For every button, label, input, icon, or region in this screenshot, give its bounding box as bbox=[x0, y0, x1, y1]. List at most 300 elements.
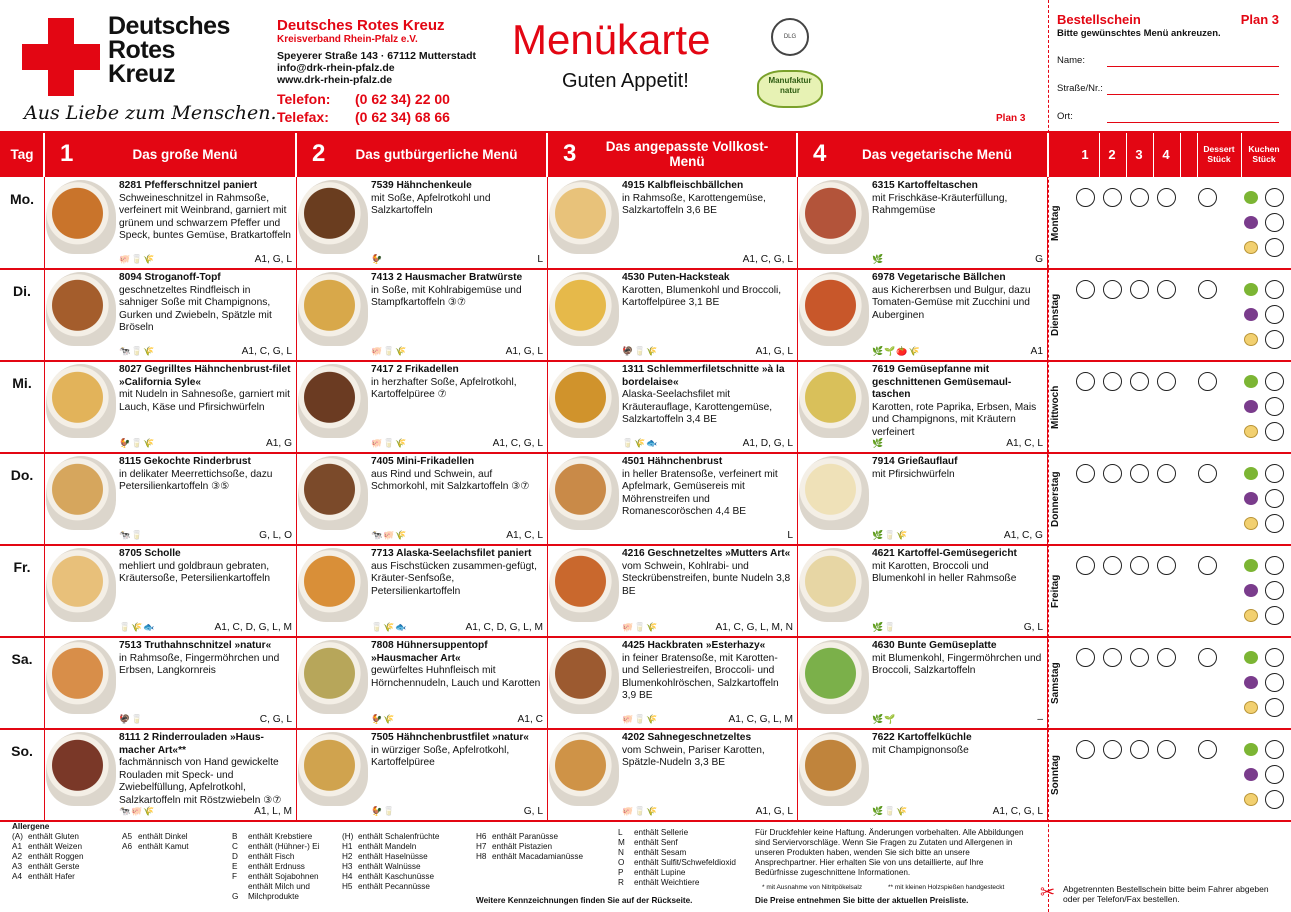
allergen-code: R bbox=[618, 878, 624, 887]
dish-photo bbox=[549, 364, 619, 438]
cake-checkbox[interactable] bbox=[1265, 489, 1284, 508]
dish-description: mit Champignonsoße bbox=[872, 744, 969, 756]
footer bbox=[0, 820, 1291, 912]
dish-ingredient-icons: 🌿🌱 bbox=[872, 714, 897, 724]
dish-text bbox=[119, 272, 292, 335]
dessert-checkbox[interactable] bbox=[1198, 740, 1217, 759]
dish-cell bbox=[296, 729, 547, 821]
allergen-code: A1 bbox=[12, 842, 23, 851]
dish-ingredient-icons: 🐄🥛🌾 bbox=[119, 346, 156, 356]
dish-allergens: G, L bbox=[1023, 622, 1043, 633]
allergen-entry bbox=[476, 842, 583, 852]
allergen-entry bbox=[342, 882, 439, 892]
cake-icon bbox=[1244, 793, 1258, 806]
dish-ingredient-icons: 🐄🐖🌾 bbox=[371, 530, 408, 540]
dish-cell bbox=[296, 177, 547, 269]
dish-text bbox=[119, 180, 292, 243]
dish-description: in herzhafter Soße, Apfelrotkohl, Kartoffelpüree ⑦ bbox=[371, 376, 517, 401]
menu-4-checkbox[interactable] bbox=[1157, 464, 1176, 483]
dish-photo bbox=[549, 640, 619, 714]
dish-cell bbox=[547, 545, 797, 637]
web-link[interactable]: www.drk-rhein-pfalz.de bbox=[277, 74, 393, 86]
menu-number-3: 3 bbox=[563, 140, 577, 167]
dish-title: 8027 Gegrilltes Hähnchenbrust-filet »California Syle« bbox=[119, 364, 291, 388]
allergen-entry bbox=[12, 832, 84, 842]
menu-header-bar bbox=[0, 131, 1291, 177]
dish-text bbox=[371, 456, 543, 494]
allergen-entry bbox=[342, 872, 439, 882]
dish-photo bbox=[799, 180, 869, 254]
allergen-code: O bbox=[618, 858, 625, 867]
dish-text bbox=[872, 272, 1043, 322]
dish-cell bbox=[547, 177, 797, 269]
allergen-desc: enthält Haselnüsse bbox=[358, 852, 428, 861]
dish-cell bbox=[547, 637, 797, 729]
menu-3-checkbox[interactable] bbox=[1130, 372, 1149, 391]
name-field[interactable] bbox=[1057, 55, 1279, 69]
dish-cell bbox=[547, 269, 797, 361]
weekday-vertical-label: Montag bbox=[1050, 205, 1061, 241]
red-cross-logo bbox=[22, 18, 100, 96]
dessert-checkbox[interactable] bbox=[1198, 464, 1217, 483]
cake-checkbox[interactable] bbox=[1265, 581, 1284, 600]
dessert-col-header: Dessert Stück bbox=[1203, 144, 1235, 164]
allergen-desc: enthält Hafer bbox=[28, 872, 75, 881]
cake-checkbox[interactable] bbox=[1265, 464, 1284, 483]
dish-ingredient-icons: 🥛🌾🐟 bbox=[119, 622, 156, 632]
dish-ingredient-icons: 🐖🥛🌾 bbox=[622, 622, 659, 632]
order-form-plan: Plan 3 bbox=[1240, 12, 1279, 27]
dish-cell bbox=[296, 361, 547, 453]
menu-4-checkbox[interactable] bbox=[1157, 556, 1176, 575]
allergen-code: N bbox=[618, 848, 624, 857]
menu-number-2: 2 bbox=[312, 140, 326, 167]
allergen-entry bbox=[618, 878, 736, 888]
dish-description: in delikater Meerrettichsoße, dazu Petersilienkartoffeln ③⑤ bbox=[119, 468, 273, 493]
day-label: Fr. bbox=[13, 559, 31, 575]
menu-3-checkbox[interactable] bbox=[1130, 556, 1149, 575]
dish-photo bbox=[298, 640, 368, 714]
allergen-code: A3 bbox=[12, 862, 23, 871]
menu-2-checkbox[interactable] bbox=[1103, 556, 1122, 575]
allergen-desc: enthält Kaschunüsse bbox=[358, 872, 435, 881]
order-col-header-4: 4 bbox=[1162, 146, 1170, 162]
dish-text bbox=[119, 640, 292, 678]
street-field[interactable] bbox=[1057, 83, 1279, 97]
cake-icon bbox=[1244, 241, 1258, 254]
allergen-code: A4 bbox=[12, 872, 23, 881]
day-label: So. bbox=[11, 743, 33, 759]
allergen-col-1 bbox=[12, 822, 84, 882]
dish-text bbox=[872, 640, 1043, 678]
allergen-entry bbox=[618, 858, 736, 868]
dish-text bbox=[622, 364, 793, 427]
page-title: Menükarte bbox=[512, 16, 711, 63]
allergen-entry bbox=[232, 852, 324, 862]
street-label: Straße/Nr.: bbox=[1057, 83, 1103, 94]
cake-checkbox[interactable] bbox=[1265, 514, 1284, 533]
cake-checkbox[interactable] bbox=[1265, 556, 1284, 575]
dish-allergens: A1, C, G, L bbox=[241, 346, 292, 357]
menu-4-checkbox[interactable] bbox=[1157, 372, 1176, 391]
dish-ingredient-icons: 🦃🥛 bbox=[119, 714, 144, 724]
weekday-vertical-label: Mittwoch bbox=[1050, 385, 1061, 429]
dish-text bbox=[872, 364, 1043, 440]
cake-checkbox[interactable] bbox=[1265, 673, 1284, 692]
cake-checkbox[interactable] bbox=[1265, 790, 1284, 809]
dish-cell bbox=[44, 177, 296, 269]
brand-line-2: Rotes bbox=[108, 36, 175, 64]
dish-title: 4630 Bunte Gemüseplatte bbox=[872, 640, 997, 651]
dish-text bbox=[371, 640, 543, 690]
column-divider bbox=[44, 177, 45, 821]
day-label: Do. bbox=[10, 467, 34, 483]
header-separator bbox=[796, 131, 798, 177]
apple-icon bbox=[1244, 651, 1258, 664]
allergen-desc: enthält Sesam bbox=[634, 848, 687, 857]
cake-checkbox[interactable] bbox=[1265, 280, 1284, 299]
dish-bread-units: 3,9 BE bbox=[622, 690, 653, 702]
dish-bread-units: 4,4 BE bbox=[715, 506, 747, 518]
dish-allergens: A1, C, G, L bbox=[992, 806, 1043, 817]
allergen-code: D bbox=[232, 852, 238, 861]
dish-allergens: A1, D, G, L bbox=[742, 438, 793, 449]
dish-allergens: A1, C, G, L bbox=[742, 254, 793, 265]
weekday-vertical-label: Donnerstag bbox=[1050, 471, 1061, 527]
cake-icon bbox=[1244, 701, 1258, 714]
allergen-entry bbox=[12, 862, 84, 872]
dish-text bbox=[119, 456, 292, 494]
dish-cell bbox=[797, 545, 1047, 637]
menu-1-checkbox[interactable] bbox=[1076, 188, 1095, 207]
cake-icon bbox=[1244, 517, 1258, 530]
cake-checkbox[interactable] bbox=[1265, 698, 1284, 717]
dish-title: 7914 Grießauflauf bbox=[872, 456, 958, 467]
dish-description: Alaska-Seelachsfilet mit Kräuterauflage, Karottengemüse, Salzkartoffeln bbox=[622, 389, 773, 426]
dish-text bbox=[622, 272, 793, 310]
menu-2-checkbox[interactable] bbox=[1103, 188, 1122, 207]
cake-checkbox[interactable] bbox=[1265, 305, 1284, 324]
menu-2-checkbox[interactable] bbox=[1103, 740, 1122, 759]
allergen-desc: enthält Sojabohnen bbox=[248, 872, 319, 881]
dessert-checkbox[interactable] bbox=[1198, 188, 1217, 207]
dish-cell bbox=[44, 729, 296, 821]
menu-4-checkbox[interactable] bbox=[1157, 648, 1176, 667]
allergen-entry bbox=[618, 848, 736, 858]
apple-icon bbox=[1244, 283, 1258, 296]
dish-bread-units: 3,6 BE bbox=[686, 205, 717, 217]
dish-description: fachmännisch von Hand gewickelte Rouladen mit Speck- und Zwiebelfüllung, Apfelrotkohl, Salzkartoffeln mit Röstzwiebeln ③⑦ bbox=[119, 757, 282, 806]
dish-cell bbox=[44, 361, 296, 453]
allergen-code: C bbox=[232, 842, 238, 851]
menu-3-checkbox[interactable] bbox=[1130, 464, 1149, 483]
allergen-desc: enthält Milch und Milchprodukte bbox=[248, 882, 310, 901]
allergen-code: A2 bbox=[12, 852, 23, 861]
allergen-code: F bbox=[232, 872, 238, 881]
dish-photo bbox=[298, 180, 368, 254]
allergen-desc: enthält Paranüsse bbox=[492, 832, 558, 841]
menu-number-4: 4 bbox=[813, 140, 827, 167]
menu-3-checkbox[interactable] bbox=[1130, 648, 1149, 667]
allergen-desc: enthält Gluten bbox=[28, 832, 79, 841]
allergen-entry bbox=[122, 832, 189, 842]
city-field[interactable] bbox=[1057, 111, 1279, 125]
plum-icon bbox=[1244, 492, 1258, 505]
plum-icon bbox=[1244, 216, 1258, 229]
allergen-entry bbox=[618, 828, 736, 838]
dessert-checkbox[interactable] bbox=[1198, 556, 1217, 575]
cake-checkbox[interactable] bbox=[1265, 330, 1284, 349]
dish-text bbox=[371, 548, 543, 598]
dish-ingredient-icons: 🐓🌾 bbox=[371, 714, 396, 724]
dish-ingredient-icons: 🌿🥛 bbox=[872, 622, 897, 632]
dish-text bbox=[622, 180, 793, 218]
dish-allergens: A1, C, G bbox=[1003, 530, 1043, 541]
dish-photo bbox=[549, 272, 619, 346]
cut-note: Abgetrennten Bestellschein bitte beim Fahrer abgeben oder per Telefon/Fax bestellen. bbox=[1063, 884, 1269, 904]
slogan: Aus Liebe zum Menschen. bbox=[24, 102, 277, 124]
dish-description: in Rahmsoße, Karottengemüse, Salzkartoffeln bbox=[622, 192, 766, 217]
dish-allergens: A1 bbox=[1030, 346, 1043, 357]
plum-icon bbox=[1244, 308, 1258, 321]
dish-description: mit Frischkäse-Kräuterfüllung, Rahmgemüse bbox=[872, 192, 1008, 217]
dish-ingredient-icons: 🐓 bbox=[371, 254, 384, 264]
dish-description: vom Schwein, Kohlrabi- und Steckrübenstreifen, bunte Nudeln bbox=[622, 560, 774, 585]
header-separator bbox=[546, 131, 548, 177]
dish-text bbox=[622, 456, 793, 519]
column-divider bbox=[797, 177, 798, 821]
cake-checkbox[interactable] bbox=[1265, 397, 1284, 416]
dessert-checkbox[interactable] bbox=[1198, 648, 1217, 667]
dish-title: 4202 Sahnegeschnetzeltes bbox=[622, 732, 752, 743]
order-col-header-2: 2 bbox=[1108, 146, 1116, 162]
org-name: Deutsches Rotes Kreuz bbox=[277, 17, 445, 34]
dish-photo bbox=[46, 364, 116, 438]
dish-photo bbox=[298, 456, 368, 530]
dish-photo bbox=[549, 732, 619, 806]
dish-ingredient-icons: 🌿🌱🍅🌾 bbox=[872, 346, 921, 356]
dish-cell bbox=[296, 637, 547, 729]
dish-photo bbox=[46, 640, 116, 714]
dish-title: 4530 Puten-Hacksteak bbox=[622, 272, 730, 283]
menu-4-checkbox[interactable] bbox=[1157, 188, 1176, 207]
menu-1-checkbox[interactable] bbox=[1076, 280, 1095, 299]
dessert-checkbox[interactable] bbox=[1198, 280, 1217, 299]
scissors-icon: ✂ bbox=[1040, 882, 1056, 902]
allergen-desc: enthält Weichtiere bbox=[634, 878, 700, 887]
dish-text bbox=[371, 364, 543, 402]
note-1: * mit Ausnahme von Nitritpökelsalz bbox=[762, 884, 863, 891]
plum-icon bbox=[1244, 584, 1258, 597]
dish-description: mit Soße, Apfelrotkohl und Salzkartoffeln bbox=[371, 192, 491, 217]
city-label: Ort: bbox=[1057, 111, 1073, 122]
allergen-code: B bbox=[232, 832, 238, 841]
dish-title: 7619 Gemüsepfanne mit geschnittenen Gemüsemaul-taschen bbox=[872, 364, 1012, 401]
menu-1-checkbox[interactable] bbox=[1076, 740, 1095, 759]
allergen-col-2 bbox=[122, 832, 189, 852]
allergen-code: P bbox=[618, 868, 624, 877]
dish-title: 7713 Alaska-Seelachsfilet paniert bbox=[371, 548, 532, 559]
allergen-entry bbox=[12, 872, 84, 882]
allergen-code: M bbox=[618, 838, 625, 847]
day-label: Sa. bbox=[11, 651, 33, 667]
dish-title: 4621 Kartoffel-Gemüsegericht bbox=[872, 548, 1017, 559]
dish-photo bbox=[549, 180, 619, 254]
dish-title: 6978 Vegetarische Bällchen bbox=[872, 272, 1006, 283]
dish-title: 7413 2 Hausmacher Bratwürste bbox=[371, 272, 523, 283]
cake-checkbox[interactable] bbox=[1265, 372, 1284, 391]
dish-allergens: A1, C bbox=[517, 714, 543, 725]
org-sub: Kreisverband Rhein-Pfalz e.V. bbox=[277, 34, 418, 45]
dish-text bbox=[371, 272, 543, 310]
menu-3-checkbox[interactable] bbox=[1130, 280, 1149, 299]
dish-ingredient-icons: 🐖🥛🌾 bbox=[622, 806, 659, 816]
allergen-code: H4 bbox=[342, 872, 353, 881]
dish-ingredient-icons: 🐖🥛🌾 bbox=[119, 254, 156, 264]
allergen-entry bbox=[232, 872, 324, 882]
apple-icon bbox=[1244, 375, 1258, 388]
weekday-vertical-label: Sonntag bbox=[1050, 755, 1061, 795]
dish-text bbox=[872, 456, 1043, 481]
allergen-code: H1 bbox=[342, 842, 353, 851]
dish-photo bbox=[46, 456, 116, 530]
allergen-desc: enthält Erdnuss bbox=[248, 862, 305, 871]
dish-description: mit Blumenkohl, Fingermöhrchen und Broccoli, Salzkartoffeln bbox=[872, 652, 1042, 677]
dish-description: Karotten, Blumenkohl und Broccoli, Kartoffelpüree bbox=[622, 284, 782, 309]
dish-allergens: A1, C, D, G, L, M bbox=[214, 622, 292, 633]
menu-1-checkbox[interactable] bbox=[1076, 556, 1095, 575]
allergen-entry bbox=[342, 852, 439, 862]
phone-number: (0 62 34) 22 00 bbox=[355, 91, 450, 107]
cake-checkbox[interactable] bbox=[1265, 648, 1284, 667]
menu-2-checkbox[interactable] bbox=[1103, 464, 1122, 483]
allergen-code: A6 bbox=[122, 842, 133, 851]
order-form-title: Bestellschein bbox=[1057, 12, 1141, 27]
allergen-entry bbox=[342, 842, 439, 852]
allergen-desc: enthält Dinkel bbox=[138, 832, 188, 841]
cake-checkbox[interactable] bbox=[1265, 213, 1284, 232]
dish-allergens: C, G, L bbox=[259, 714, 292, 725]
menu-2-checkbox[interactable] bbox=[1103, 648, 1122, 667]
phone-line bbox=[277, 90, 476, 108]
allergen-entry bbox=[476, 832, 583, 842]
allergen-entry bbox=[232, 882, 324, 902]
dish-photo bbox=[799, 272, 869, 346]
allergen-desc: enthält (Hühner-) Ei bbox=[248, 842, 320, 851]
allergen-code: H5 bbox=[342, 882, 353, 891]
dish-ingredient-icons: 🦃🥛🌾 bbox=[622, 346, 659, 356]
cake-checkbox[interactable] bbox=[1265, 606, 1284, 625]
dish-title: 7417 2 Frikadellen bbox=[371, 364, 459, 375]
day-column-header: Tag bbox=[10, 146, 34, 162]
dish-photo bbox=[298, 732, 368, 806]
dish-description: mehliert und goldbraun gebraten, Kräutersoße, Petersilienkartoffeln bbox=[119, 560, 271, 585]
menu-3-checkbox[interactable] bbox=[1130, 188, 1149, 207]
cake-checkbox[interactable] bbox=[1265, 188, 1284, 207]
allergen-desc: enthält Pecannüsse bbox=[358, 882, 430, 891]
brand-name bbox=[108, 14, 230, 86]
dish-ingredient-icons: 🐖🥛🌾 bbox=[371, 346, 408, 356]
dish-ingredient-icons: 🐄🥛 bbox=[119, 530, 144, 540]
dish-text bbox=[119, 364, 292, 414]
header-separator bbox=[43, 131, 45, 177]
allergen-code: (H) bbox=[342, 832, 354, 841]
dish-allergens: A1, G, L bbox=[254, 254, 292, 265]
order-form-header bbox=[1057, 12, 1283, 39]
dish-cell bbox=[547, 361, 797, 453]
dessert-checkbox[interactable] bbox=[1198, 372, 1217, 391]
dish-cell bbox=[547, 729, 797, 821]
row-divider bbox=[0, 131, 1291, 133]
menu-1-checkbox[interactable] bbox=[1076, 372, 1095, 391]
menu-1-checkbox[interactable] bbox=[1076, 648, 1095, 667]
fax-number: (0 62 34) 68 66 bbox=[355, 109, 450, 125]
allergen-code: G bbox=[232, 892, 239, 901]
dish-cell bbox=[296, 545, 547, 637]
allergen-code: H7 bbox=[476, 842, 487, 851]
cake-icon bbox=[1244, 333, 1258, 346]
manufaktur-seal-icon: Manufaktur natur bbox=[757, 70, 823, 108]
header-separator bbox=[1047, 131, 1049, 177]
menu-2-checkbox[interactable] bbox=[1103, 280, 1122, 299]
dish-allergens: L bbox=[537, 254, 543, 265]
dish-ingredient-icons: 🌿🥛🌾 bbox=[872, 530, 909, 540]
email-link[interactable]: info@drk-rhein-pfalz.de bbox=[277, 62, 395, 74]
dish-title: 8281 Pfefferschnitzel paniert bbox=[119, 180, 258, 191]
menu-title-3: Das angepasste Vollkost-Menü bbox=[605, 139, 769, 169]
dish-cell bbox=[797, 361, 1047, 453]
allergen-desc: enthält Senf bbox=[634, 838, 678, 847]
cake-checkbox[interactable] bbox=[1265, 765, 1284, 784]
dish-cell bbox=[797, 637, 1047, 729]
menu-3-checkbox[interactable] bbox=[1130, 740, 1149, 759]
allergen-desc: enthält Sulfit/Schwefeldioxid bbox=[634, 858, 736, 867]
cake-checkbox[interactable] bbox=[1265, 422, 1284, 441]
dish-title: 7513 Truthahnschnitzel »natur« bbox=[119, 640, 272, 651]
dish-allergens: G bbox=[1035, 254, 1043, 265]
allergen-col-3 bbox=[232, 832, 324, 902]
dish-text bbox=[872, 180, 1043, 218]
column-divider bbox=[296, 177, 297, 821]
cake-checkbox[interactable] bbox=[1265, 238, 1284, 257]
menu-4-checkbox[interactable] bbox=[1157, 280, 1176, 299]
dish-ingredient-icons: 🐄🐖🌾 bbox=[119, 806, 156, 816]
dish-photo bbox=[46, 732, 116, 806]
dish-allergens: A1, G, L bbox=[755, 806, 793, 817]
allergen-entry bbox=[232, 832, 324, 842]
allergens-title: Allergene bbox=[12, 822, 50, 831]
allergen-col-5 bbox=[476, 832, 583, 862]
plum-icon bbox=[1244, 676, 1258, 689]
fax-line bbox=[277, 108, 476, 126]
plum-icon bbox=[1244, 400, 1258, 413]
menu-1-checkbox[interactable] bbox=[1076, 464, 1095, 483]
order-form-subtitle: Bitte gewünschtes Menü ankreuzen. bbox=[1057, 28, 1221, 39]
cake-checkbox[interactable] bbox=[1265, 740, 1284, 759]
dish-cell bbox=[797, 729, 1047, 821]
allergen-entry bbox=[618, 868, 736, 878]
allergen-desc: enthält Mandeln bbox=[358, 842, 417, 851]
plum-icon bbox=[1244, 768, 1258, 781]
menu-4-checkbox[interactable] bbox=[1157, 740, 1176, 759]
header-separator bbox=[1099, 131, 1100, 177]
disclaimer: Für Druckfehler keine Haftung. Änderungen vorbehalten. Alle Abbildungen sind Serviervorschläge. Wenn Sie Fragen zu Zutaten und Allergenen in unseren Produkten haben, wenden Sie sich bitte an unsere Ansprechpartner. Hier erhalten Sie von uns detaillierte, auf Ihre Bedürfnisse zugeschnittene Informationen. bbox=[755, 828, 1024, 877]
menu-2-checkbox[interactable] bbox=[1103, 372, 1122, 391]
menu-number-1: 1 bbox=[60, 140, 74, 167]
dish-description: gewürfeltes Huhnfleisch mit Hörnchennudeln, Lauch und Karotten bbox=[371, 665, 541, 689]
dish-photo bbox=[46, 180, 116, 254]
dish-title: 8115 Gekochte Rinderbrust bbox=[119, 456, 251, 467]
